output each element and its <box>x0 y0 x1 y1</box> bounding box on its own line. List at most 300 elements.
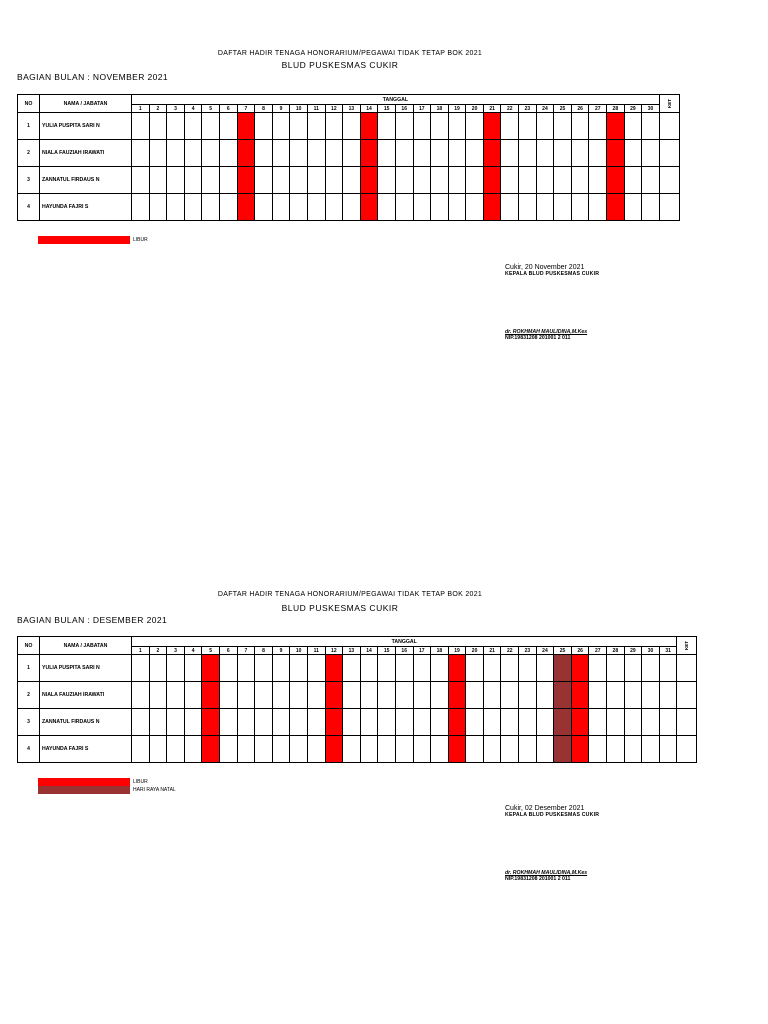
day-number-header: 30 <box>642 647 660 655</box>
day-number-header: 26 <box>571 647 589 655</box>
day-number-header: 10 <box>290 105 308 113</box>
attendance-cell[interactable] <box>325 709 343 736</box>
attendance-cell[interactable] <box>237 709 255 736</box>
day-number-header: 28 <box>607 647 625 655</box>
attendance-cell[interactable] <box>413 167 431 194</box>
attendance-cell[interactable] <box>272 113 290 140</box>
attendance-cell[interactable] <box>184 167 202 194</box>
attendance-cell[interactable] <box>589 709 607 736</box>
attendance-cell[interactable] <box>343 709 361 736</box>
attendance-cell[interactable] <box>659 655 677 682</box>
attendance-cell[interactable] <box>554 194 572 221</box>
ket-cell[interactable] <box>677 736 697 763</box>
attendance-cell[interactable] <box>501 736 519 763</box>
day-number-header: 26 <box>571 105 589 113</box>
attendance-cell[interactable] <box>659 682 677 709</box>
attendance-cell[interactable] <box>642 655 660 682</box>
attendance-cell[interactable] <box>325 194 343 221</box>
day-number-header: 16 <box>395 105 413 113</box>
legend <box>38 778 176 794</box>
attendance-cell[interactable] <box>307 113 325 140</box>
attendance-cell[interactable] <box>290 736 308 763</box>
attendance-cell[interactable] <box>202 167 220 194</box>
attendance-cell[interactable] <box>589 655 607 682</box>
attendance-cell[interactable] <box>255 140 273 167</box>
attendance-cell[interactable] <box>272 682 290 709</box>
attendance-cell[interactable] <box>431 709 449 736</box>
attendance-cell[interactable] <box>519 682 537 709</box>
attendance-cell[interactable] <box>219 167 237 194</box>
attendance-cell[interactable] <box>571 167 589 194</box>
attendance-cell[interactable] <box>378 167 396 194</box>
attendance-cell[interactable] <box>307 709 325 736</box>
attendance-cell[interactable] <box>483 655 501 682</box>
attendance-cell[interactable] <box>431 167 449 194</box>
attendance-cell[interactable] <box>413 682 431 709</box>
day-number-header: 23 <box>519 105 537 113</box>
attendance-cell[interactable] <box>642 113 660 140</box>
attendance-cell[interactable] <box>431 736 449 763</box>
attendance-cell[interactable] <box>202 140 220 167</box>
attendance-cell[interactable] <box>219 194 237 221</box>
attendance-cell[interactable] <box>132 709 150 736</box>
attendance-cell[interactable] <box>554 709 572 736</box>
attendance-cell[interactable] <box>448 709 466 736</box>
ket-label: KET <box>666 98 672 108</box>
attendance-cell[interactable] <box>519 140 537 167</box>
attendance-cell[interactable] <box>501 113 519 140</box>
attendance-cell[interactable] <box>343 194 361 221</box>
attendance-cell[interactable] <box>272 194 290 221</box>
attendance-cell[interactable] <box>167 194 185 221</box>
legend-label: LIBUR <box>133 779 148 785</box>
attendance-cell[interactable] <box>149 736 167 763</box>
ket-cell[interactable] <box>659 167 679 194</box>
ket-cell[interactable] <box>677 655 697 682</box>
attendance-cell[interactable] <box>149 113 167 140</box>
attendance-cell[interactable] <box>237 736 255 763</box>
col-header-no: NO <box>18 637 40 655</box>
attendance-cell[interactable] <box>255 736 273 763</box>
attendance-cell[interactable] <box>272 709 290 736</box>
attendance-cell[interactable] <box>184 655 202 682</box>
attendance-cell[interactable] <box>466 709 484 736</box>
attendance-cell[interactable] <box>325 682 343 709</box>
attendance-cell[interactable] <box>519 655 537 682</box>
attendance-cell[interactable] <box>219 682 237 709</box>
attendance-cell[interactable] <box>290 140 308 167</box>
attendance-cell[interactable] <box>378 194 396 221</box>
attendance-cell[interactable] <box>132 113 150 140</box>
attendance-cell[interactable] <box>607 194 625 221</box>
attendance-cell[interactable] <box>132 140 150 167</box>
attendance-cell[interactable] <box>519 709 537 736</box>
attendance-cell[interactable] <box>466 167 484 194</box>
attendance-cell[interactable] <box>536 709 554 736</box>
attendance-cell[interactable] <box>343 736 361 763</box>
attendance-cell[interactable] <box>167 655 185 682</box>
attendance-cell[interactable] <box>290 113 308 140</box>
attendance-cell[interactable] <box>554 140 572 167</box>
attendance-cell[interactable] <box>378 709 396 736</box>
attendance-cell[interactable] <box>219 655 237 682</box>
attendance-cell[interactable] <box>571 113 589 140</box>
attendance-cell[interactable] <box>395 709 413 736</box>
attendance-cell[interactable] <box>642 140 660 167</box>
day-number-header: 17 <box>413 647 431 655</box>
attendance-cell[interactable] <box>167 167 185 194</box>
attendance-cell[interactable] <box>607 140 625 167</box>
attendance-cell[interactable] <box>624 709 642 736</box>
day-number-header: 5 <box>202 105 220 113</box>
attendance-cell[interactable] <box>149 709 167 736</box>
attendance-cell[interactable] <box>378 113 396 140</box>
attendance-cell[interactable] <box>536 140 554 167</box>
attendance-cell[interactable] <box>149 167 167 194</box>
row-number: 3 <box>18 709 40 736</box>
attendance-cell[interactable] <box>483 140 501 167</box>
attendance-cell[interactable] <box>360 655 378 682</box>
attendance-cell[interactable] <box>184 736 202 763</box>
attendance-cell[interactable] <box>149 682 167 709</box>
attendance-cell[interactable] <box>624 140 642 167</box>
attendance-cell[interactable] <box>589 113 607 140</box>
attendance-cell[interactable] <box>395 113 413 140</box>
day-number-header: 15 <box>378 105 396 113</box>
attendance-cell[interactable] <box>536 194 554 221</box>
day-number-header: 1 <box>132 647 150 655</box>
attendance-cell[interactable] <box>536 167 554 194</box>
attendance-cell[interactable] <box>536 113 554 140</box>
employee-name: NIALA FAUZIAH IRAWATI <box>40 140 132 167</box>
attendance-cell[interactable] <box>642 682 660 709</box>
attendance-cell[interactable] <box>448 682 466 709</box>
attendance-cell[interactable] <box>413 655 431 682</box>
attendance-cell[interactable] <box>589 194 607 221</box>
attendance-cell[interactable] <box>466 655 484 682</box>
attendance-cell[interactable] <box>483 113 501 140</box>
attendance-cell[interactable] <box>659 736 677 763</box>
signature-block <box>505 805 599 882</box>
attendance-cell[interactable] <box>237 140 255 167</box>
attendance-cell[interactable] <box>237 655 255 682</box>
attendance-cell[interactable] <box>325 140 343 167</box>
attendance-cell[interactable] <box>307 655 325 682</box>
attendance-cell[interactable] <box>360 167 378 194</box>
day-number-header: 25 <box>554 647 572 655</box>
attendance-cell[interactable] <box>307 140 325 167</box>
attendance-cell[interactable] <box>378 655 396 682</box>
attendance-cell[interactable] <box>255 655 273 682</box>
attendance-cell[interactable] <box>501 709 519 736</box>
attendance-cell[interactable] <box>571 194 589 221</box>
attendance-cell[interactable] <box>501 167 519 194</box>
row-number: 4 <box>18 194 40 221</box>
attendance-cell[interactable] <box>448 194 466 221</box>
signature-block <box>505 264 599 341</box>
attendance-cell[interactable] <box>307 167 325 194</box>
day-number-header: 21 <box>483 647 501 655</box>
place-date: Cukir, 20 November 2021 <box>505 264 585 271</box>
attendance-cell[interactable] <box>325 113 343 140</box>
ket-cell[interactable] <box>677 709 697 736</box>
attendance-cell[interactable] <box>255 113 273 140</box>
attendance-cell[interactable] <box>589 140 607 167</box>
attendance-cell[interactable] <box>272 736 290 763</box>
attendance-cell[interactable] <box>132 167 150 194</box>
attendance-cell[interactable] <box>360 140 378 167</box>
attendance-cell[interactable] <box>360 194 378 221</box>
attendance-cell[interactable] <box>536 682 554 709</box>
attendance-cell[interactable] <box>290 194 308 221</box>
row-number: 2 <box>18 140 40 167</box>
attendance-cell[interactable] <box>167 709 185 736</box>
attendance-cell[interactable] <box>624 194 642 221</box>
attendance-cell[interactable] <box>255 709 273 736</box>
attendance-cell[interactable] <box>607 682 625 709</box>
attendance-cell[interactable] <box>589 682 607 709</box>
attendance-cell[interactable] <box>413 194 431 221</box>
day-number-header: 4 <box>184 105 202 113</box>
attendance-cell[interactable] <box>536 736 554 763</box>
attendance-cell[interactable] <box>343 140 361 167</box>
day-number-header: 7 <box>237 105 255 113</box>
attendance-cell[interactable] <box>184 140 202 167</box>
attendance-cell[interactable] <box>624 736 642 763</box>
attendance-cell[interactable] <box>589 736 607 763</box>
attendance-cell[interactable] <box>483 194 501 221</box>
attendance-cell[interactable] <box>448 167 466 194</box>
attendance-cell[interactable] <box>237 167 255 194</box>
attendance-cell[interactable] <box>307 736 325 763</box>
attendance-cell[interactable] <box>554 736 572 763</box>
attendance-cell[interactable] <box>167 736 185 763</box>
attendance-cell[interactable] <box>360 113 378 140</box>
attendance-cell[interactable] <box>536 655 554 682</box>
document-subtitle: BLUD PUSKESMAS CUKIR <box>281 603 399 613</box>
day-number-header: 5 <box>202 647 220 655</box>
ket-cell[interactable] <box>659 194 679 221</box>
ket-cell[interactable] <box>659 140 679 167</box>
attendance-cell[interactable] <box>272 167 290 194</box>
attendance-cell[interactable] <box>571 655 589 682</box>
day-number-header: 14 <box>360 105 378 113</box>
ket-cell[interactable] <box>677 682 697 709</box>
attendance-cell[interactable] <box>132 194 150 221</box>
day-number-header: 24 <box>536 647 554 655</box>
attendance-cell[interactable] <box>237 113 255 140</box>
attendance-cell[interactable] <box>431 113 449 140</box>
attendance-cell[interactable] <box>307 682 325 709</box>
attendance-cell[interactable] <box>448 140 466 167</box>
attendance-cell[interactable] <box>466 113 484 140</box>
attendance-cell[interactable] <box>413 113 431 140</box>
attendance-cell[interactable] <box>255 167 273 194</box>
attendance-cell[interactable] <box>272 140 290 167</box>
document-title: DAFTAR HADIR TENAGA HONORARIUM/PEGAWAI TIDAK TETAP BOK 2021 <box>217 591 483 598</box>
attendance-cell[interactable] <box>184 709 202 736</box>
attendance-cell[interactable] <box>607 167 625 194</box>
attendance-cell[interactable] <box>501 194 519 221</box>
attendance-cell[interactable] <box>607 736 625 763</box>
attendance-cell[interactable] <box>202 682 220 709</box>
attendance-cell[interactable] <box>466 736 484 763</box>
attendance-cell[interactable] <box>290 709 308 736</box>
attendance-cell[interactable] <box>343 113 361 140</box>
attendance-cell[interactable] <box>132 736 150 763</box>
table-row <box>18 113 680 140</box>
attendance-cell[interactable] <box>466 682 484 709</box>
attendance-cell[interactable] <box>395 140 413 167</box>
employee-name: YULIA PUSPITA SARI N <box>40 655 132 682</box>
attendance-cell[interactable] <box>237 194 255 221</box>
day-number-header: 23 <box>519 647 537 655</box>
attendance-cell[interactable] <box>483 709 501 736</box>
attendance-cell[interactable] <box>448 113 466 140</box>
day-number-header: 3 <box>167 647 185 655</box>
attendance-cell[interactable] <box>483 167 501 194</box>
attendance-cell[interactable] <box>290 655 308 682</box>
attendance-cell[interactable] <box>343 682 361 709</box>
attendance-cell[interactable] <box>325 655 343 682</box>
attendance-cell[interactable] <box>466 140 484 167</box>
attendance-cell[interactable] <box>395 682 413 709</box>
day-number-header: 3 <box>167 105 185 113</box>
attendance-cell[interactable] <box>395 194 413 221</box>
attendance-cell[interactable] <box>554 167 572 194</box>
attendance-cell[interactable] <box>607 709 625 736</box>
attendance-cell[interactable] <box>149 140 167 167</box>
attendance-cell[interactable] <box>448 736 466 763</box>
attendance-cell[interactable] <box>149 194 167 221</box>
attendance-cell[interactable] <box>642 194 660 221</box>
attendance-cell[interactable] <box>378 682 396 709</box>
attendance-cell[interactable] <box>272 655 290 682</box>
attendance-cell[interactable] <box>202 736 220 763</box>
attendance-cell[interactable] <box>607 655 625 682</box>
attendance-cell[interactable] <box>431 194 449 221</box>
attendance-cell[interactable] <box>202 113 220 140</box>
attendance-cell[interactable] <box>167 113 185 140</box>
attendance-cell[interactable] <box>642 709 660 736</box>
day-number-header: 2 <box>149 105 167 113</box>
attendance-cell[interactable] <box>483 736 501 763</box>
attendance-cell[interactable] <box>184 682 202 709</box>
legend-swatch <box>38 236 130 244</box>
attendance-cell[interactable] <box>571 736 589 763</box>
attendance-cell[interactable] <box>624 113 642 140</box>
day-number-header: 14 <box>360 647 378 655</box>
attendance-cell[interactable] <box>519 736 537 763</box>
attendance-cell[interactable] <box>571 140 589 167</box>
attendance-cell[interactable] <box>519 194 537 221</box>
attendance-cell[interactable] <box>659 709 677 736</box>
attendance-cell[interactable] <box>501 655 519 682</box>
attendance-cell[interactable] <box>642 736 660 763</box>
attendance-cell[interactable] <box>219 113 237 140</box>
attendance-cell[interactable] <box>132 655 150 682</box>
attendance-cell[interactable] <box>554 682 572 709</box>
attendance-cell[interactable] <box>219 709 237 736</box>
attendance-cell[interactable] <box>413 140 431 167</box>
attendance-cell[interactable] <box>360 709 378 736</box>
ket-label: KET <box>684 640 690 650</box>
attendance-cell[interactable] <box>554 113 572 140</box>
attendance-cell[interactable] <box>589 167 607 194</box>
attendance-cell[interactable] <box>360 736 378 763</box>
attendance-cell[interactable] <box>255 682 273 709</box>
day-number-header: 27 <box>589 105 607 113</box>
day-number-header: 22 <box>501 647 519 655</box>
attendance-cell[interactable] <box>290 682 308 709</box>
attendance-cell[interactable] <box>290 167 308 194</box>
attendance-cell[interactable] <box>624 682 642 709</box>
day-number-header: 12 <box>325 105 343 113</box>
attendance-cell[interactable] <box>448 655 466 682</box>
attendance-cell[interactable] <box>642 167 660 194</box>
attendance-cell[interactable] <box>378 736 396 763</box>
attendance-cell[interactable] <box>378 140 396 167</box>
attendance-cell[interactable] <box>607 113 625 140</box>
attendance-cell[interactable] <box>184 113 202 140</box>
attendance-cell[interactable] <box>624 655 642 682</box>
attendance-cell[interactable] <box>624 167 642 194</box>
col-header-name: NAMA / JABATAN <box>40 95 132 113</box>
attendance-cell[interactable] <box>395 736 413 763</box>
period-label: BAGIAN BULAN : DESEMBER 2021 <box>17 615 168 625</box>
attendance-cell[interactable] <box>167 140 185 167</box>
attendance-cell[interactable] <box>202 194 220 221</box>
attendance-cell[interactable] <box>202 709 220 736</box>
attendance-cell[interactable] <box>325 736 343 763</box>
attendance-cell[interactable] <box>343 167 361 194</box>
day-number-header: 29 <box>624 105 642 113</box>
attendance-cell[interactable] <box>184 194 202 221</box>
attendance-cell[interactable] <box>519 167 537 194</box>
attendance-cell[interactable] <box>483 682 501 709</box>
attendance-cell[interactable] <box>519 113 537 140</box>
attendance-cell[interactable] <box>571 682 589 709</box>
attendance-cell[interactable] <box>307 194 325 221</box>
attendance-cell[interactable] <box>466 194 484 221</box>
attendance-cell[interactable] <box>413 709 431 736</box>
attendance-cell[interactable] <box>202 655 220 682</box>
attendance-cell[interactable] <box>237 682 255 709</box>
attendance-cell[interactable] <box>255 194 273 221</box>
attendance-cell[interactable] <box>431 140 449 167</box>
attendance-cell[interactable] <box>132 682 150 709</box>
attendance-cell[interactable] <box>343 655 361 682</box>
attendance-cell[interactable] <box>395 655 413 682</box>
attendance-cell[interactable] <box>149 655 167 682</box>
attendance-cell[interactable] <box>431 682 449 709</box>
attendance-cell[interactable] <box>360 682 378 709</box>
legend <box>38 236 148 244</box>
attendance-cell[interactable] <box>167 682 185 709</box>
attendance-cell[interactable] <box>501 140 519 167</box>
attendance-cell[interactable] <box>431 655 449 682</box>
day-number-header: 6 <box>219 105 237 113</box>
ket-cell[interactable] <box>659 113 679 140</box>
attendance-cell[interactable] <box>571 709 589 736</box>
attendance-cell[interactable] <box>325 167 343 194</box>
attendance-cell[interactable] <box>395 167 413 194</box>
attendance-cell[interactable] <box>219 140 237 167</box>
attendance-cell[interactable] <box>219 736 237 763</box>
attendance-cell[interactable] <box>554 655 572 682</box>
attendance-cell[interactable] <box>501 682 519 709</box>
attendance-cell[interactable] <box>413 736 431 763</box>
